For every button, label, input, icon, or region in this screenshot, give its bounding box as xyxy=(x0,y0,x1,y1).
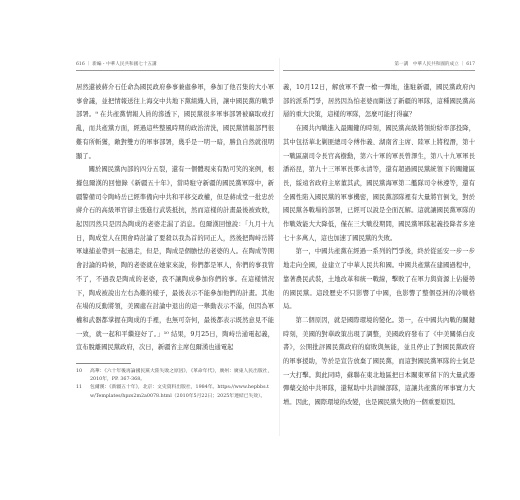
paragraph: 關於國民黨內部的四分五裂，還有一個體現來有點可笑的案例，根據包爾漢的回憶錄《新疆五十年》，當時駐守新疆的國民黨軍隊中，新疆警備司令陶峙岳已經準備向中共和平移交政權，但是蔣成堂一批忠於蔣介石的高級軍官卻主張進行武裝抵抗，然而這樣的計畫最後被致敗，起因因然只是因為陶成的老婆走漏了消息。包爾漢回憶說：「九月十九日，陶成堂人在開會時討論了要殺以我為首的同正人，然後把陶峙岳將軍連捕並帶到一起過走，但是，陶成是個膽怯的老婆的人。在陶成等開會討論的時候，陶的老婆就在她家來說，你們都是軍人，你們的事我管不了，不過我是陶成的老婆，我不讓陶成參加你們的事。在這樣情況下，陶成被說出左右為難的樣子，最後表示不能參加他們的計畫。其他在場的反動將領，美國處在討論中退出的這一舉動表示不滿，但因為軍權和武器都掌握在陶成的手裡，也無可奈何，最後都表示既然意見不能一致，就一起和平繼迎好了。」¹⁰ 結果，9月25日，陶峙岳通電起義，宣布脫離國民黨政府，次日，新疆省主席包爾漢也通電起 xyxy=(76,166,274,352)
running-head: 第一講 中華人民共和國的成立 ｜ 617 xyxy=(394,62,475,67)
footnote-number: 10 xyxy=(76,369,83,375)
header-rule xyxy=(76,70,274,71)
footnote-rule xyxy=(76,363,131,364)
paragraph: 義，10月12日，解放軍不費一槍一彈地，進駐新疆，國民黨政府內部的派系鬥爭，居然因為怕老婆而斷送了新疆的軍隊，這種國民黨高層的重大決策，這樣的軍隊，怎麼可能打得贏？ xyxy=(283,84,475,119)
paragraph: 居然還被蔣介石任命為國民政府參事兼處參軍，參加了他召集的大小軍事會議，並把情報送往上海交中共地下黨組織人員，讓中國民黨的戰爭部署。⁹ 在共產黨情報人員的滲透下，國民黨很多軍事部署被竊取或打亂，而共產黨方面，經過這些整風時期的政治清洗，國民黨情報部門很難有所斬獲，敵對雙方的軍事部署，幾乎是一明一暗，勝負自然就很明顯了。 xyxy=(76,84,274,160)
header-rule xyxy=(283,70,475,71)
footnote-number: 11 xyxy=(76,385,83,391)
footnote xyxy=(76,368,274,384)
footnote-text: 包爾漢：《新疆五十年》，北京：文史資料出版社，1984年。https://www.hepbbs.tw/Templates/hpzs2m2a0078.html（2010年5月22日；2025年連結已失效）。 xyxy=(90,385,269,399)
running-head: 616 ｜ 新編・中華人民共和國七十五講 xyxy=(76,62,157,67)
footnote xyxy=(76,384,274,400)
footnotes xyxy=(76,368,274,401)
body-text xyxy=(76,81,274,355)
paragraph: 在國共內戰進入最關鍵的時刻，國民黨高級將領紛紛率部投降，其中包括華北剿匪總司令傅作義、湖南省主席、陸軍上將程潛，第十一戰區副司令長官高樹勳，第六十軍的軍長曾澤生，第八十九軍軍長潘裕昆，第九十三軍軍長鄧永清等，還有超過國民黨統領下的關鍵區長，綏遠省政府主席董其武，國民黨海軍第二艦隊司令林遵等，還有全國性陷入國民黨的軍事機密，國民黨部隊裡有大量將官倒戈，對於國民黨各戰場的部署，已經可以說是全面瓦解。這就讓國民黨軍隊的作戰效能大大降低，僅在三大戰役期間，國民黨軍隊起義投降者多達七十多萬人，這也加速了國民黨的失敗。 xyxy=(283,125,475,242)
page-gutter xyxy=(279,58,280,436)
right-page xyxy=(283,60,475,432)
paragraph: 第二個原因，就是國際環境的變化。第一，在中國共內戰的關鍵時刻，美國的對華政策出現了調整，美國政府發布了《中美關係白皮書》，公開批評國民黨政府的腐敗與無能，並且停止了對國民黨政府的軍事援助，等於是宣告放棄了國民黨，而這對國民黨軍隊的士氣是一大打擊。與此同時，蘇聯在東北地區把日本關東軍留下的大量武器彈藥交給中共軍隊，還幫助中共訓練部隊，這讓共產黨的軍事實力大增。因此，國際環境的改變，也是國民黨失敗的一個重要原因。 xyxy=(283,316,475,407)
left-page xyxy=(76,60,274,432)
footnote-text: 高華：《六十年後再論國民黨大陸失敗之原因》，《革命年代》，廣州：廣東人民出版社，2010年，PP. 367-368。 xyxy=(90,369,273,383)
paragraph: 第一，中國共產黨在經過一系列的鬥爭後，終於從延安一步一步地走向全國，並建立了中華人民共和國。中國共產黨在建國過程中，靠著農民武裝，土地改革和統一戰線，擊敗了在軍力與資源上佔優勢的國民黨。這段歷史不只影響了中國，也影響了整個亞洲的冷戰格局。 xyxy=(283,248,475,311)
body-text xyxy=(283,81,475,410)
